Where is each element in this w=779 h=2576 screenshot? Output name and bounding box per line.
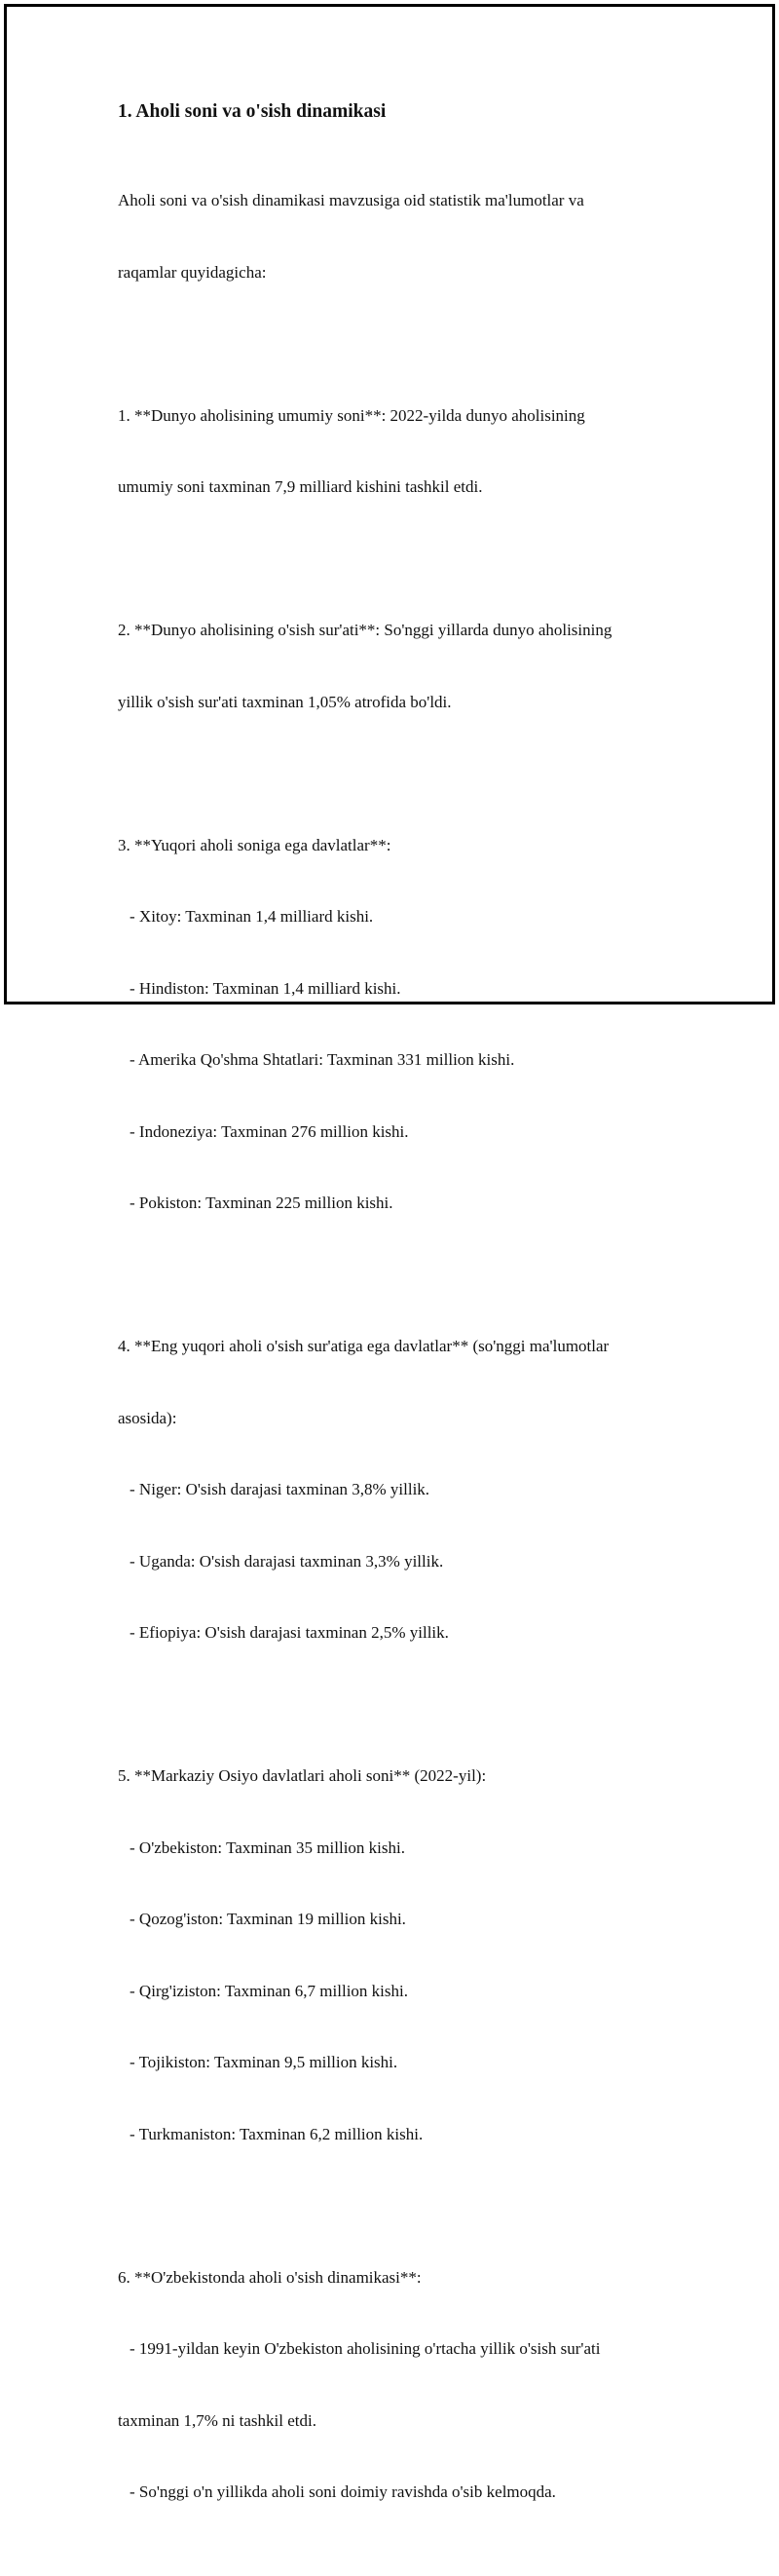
text-line: asosida): (118, 1408, 177, 1427)
list-item: - O'zbekiston: Taxminan 35 million kishi. (130, 1837, 405, 1857)
item-5-paragraph (118, 1717, 673, 2194)
text-line: umumiy soni taxminan 7,9 milliard kishini tashkil etdi. (118, 477, 483, 496)
list-item: - So'nggi o'n yillikda aholi soni doimiy ravishda o'sib kelmoqda. (130, 2482, 556, 2501)
text-line: 1. **Dunyo aholisining umumiy soni**: 2022-yilda dunyo aholisining (118, 405, 585, 425)
text-line: 5. **Markaziy Osiyo davlatlari aholi soni** (2022-yil): (118, 1766, 487, 1785)
list-item: - Qozog'iston: Taxminan 19 million kishi. (130, 1910, 406, 1928)
list-item: - 1991-yildan keyin O'zbekiston aholisining o'rtacha yillik o'sish sur'ati (130, 2339, 601, 2358)
page-title: 1. Aholi soni va o'sish dinamikasi (118, 101, 387, 122)
document-body (118, 99, 673, 2576)
list-item: - Niger: O'sish darajasi taxminan 3,8% yillik. (130, 1480, 430, 1498)
text-line: taxminan 1,7% ni tashkil etdi. (118, 2410, 316, 2430)
list-item: - Efiopiya: O'sish darajasi taxminan 2,5% yillik. (130, 1623, 449, 1642)
text-line: 3. **Yuqori aholi soniga ega davlatlar**: (118, 835, 391, 854)
text-line: 6. **O'zbekistonda aholi o'sish dinamikasi**: (118, 2267, 422, 2287)
text-line: Aholi soni va o'sish dinamikasi mavzusiga oid statistik ma'lumotlar va (118, 191, 584, 209)
item-6-paragraph (118, 2218, 673, 2553)
item-2-paragraph (118, 571, 673, 762)
page-frame (4, 4, 775, 2501)
list-item: - Tojikiston: Taxminan 9,5 million kishi. (130, 2053, 398, 2071)
intro-paragraph (118, 141, 673, 332)
list-item: - Pokiston: Taxminan 225 million kishi. (130, 1193, 393, 1212)
text-line: raqamlar quyidagicha: (118, 262, 267, 282)
item-1-paragraph (118, 357, 673, 548)
list-item: - Hindiston: Taxminan 1,4 milliard kishi. (130, 978, 401, 998)
list-item: - Turkmaniston: Taxminan 6,2 million kishi. (130, 2124, 424, 2143)
text-line: yillik o'sish sur'ati taxminan 1,05% atrofida bo'ldi. (118, 692, 452, 711)
list-item: - Indoneziya: Taxminan 276 million kishi. (130, 1121, 409, 1141)
item-3-paragraph (118, 786, 673, 1264)
list-item: - Uganda: O'sish darajasi taxminan 3,3% yillik. (130, 1551, 444, 1571)
item-4-paragraph (118, 1287, 673, 1693)
text-line: 4. **Eng yuqori aholi o'sish sur'atiga ega davlatlar** (so'nggi ma'lumotlar (118, 1337, 610, 1355)
list-item: - Amerika Qo'shma Shtatlari: Taxminan 331 million kishi. (130, 1050, 515, 1069)
text-line: 2. **Dunyo aholisining o'sish sur'ati**: So'nggi yillarda dunyo aholisining (118, 621, 612, 639)
list-item: - Qirg'iziston: Taxminan 6,7 million kishi. (130, 1981, 408, 2000)
list-item: - Xitoy: Taxminan 1,4 milliard kishi. (130, 907, 374, 926)
